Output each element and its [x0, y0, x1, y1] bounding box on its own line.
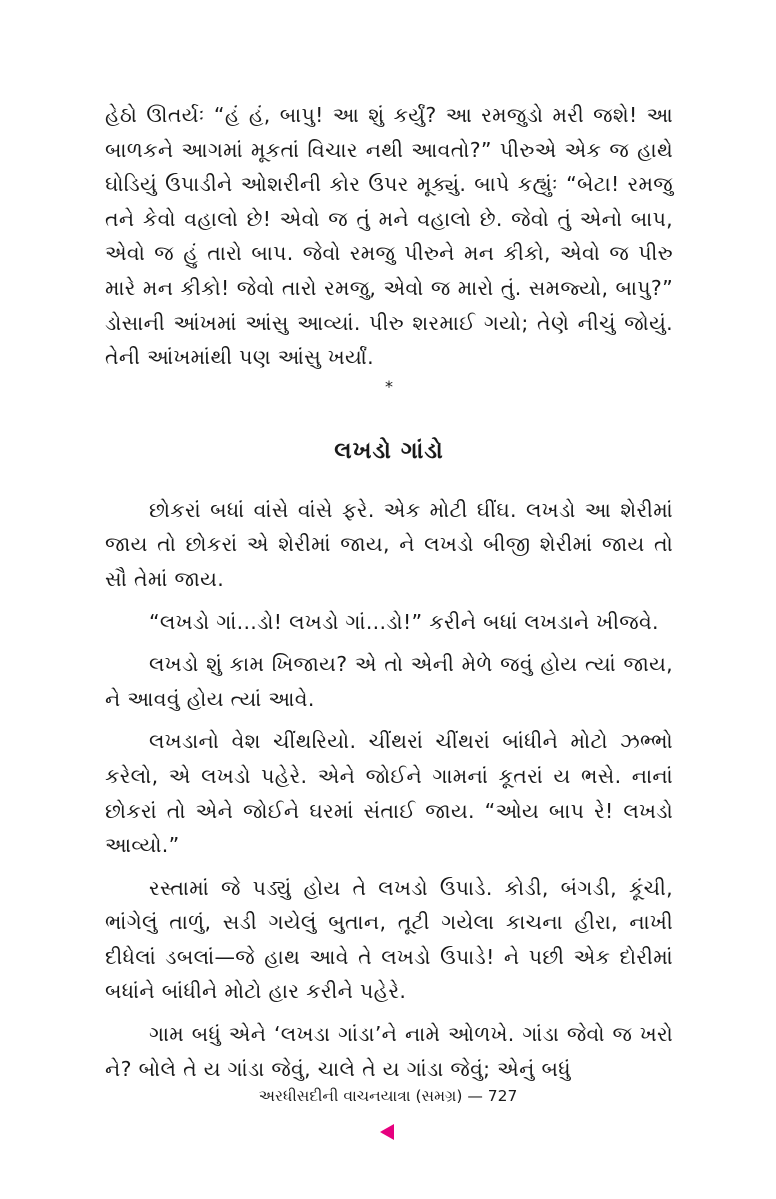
paragraph: લખડો શું કામ ખિજાય? એ તો એની મેળે જવું હોય ત્યાં જાય, ને આવવું હોય ત્યાં આવે.: [105, 652, 673, 711]
paragraph: રસ્તામાં જે પડ્યું હોય તે લખડો ઉપાડે. કોડી, બંગડી, કૂંચી, ભાંગેલું તાળું, સડી ગયેલું બુતાન, તૂટી ગયેલા કાચના હીરા, નાખી દીધેલાં ડબલાં—જે હાથ આવે તે લખડો ઉપાડે! ને પછી એક દોરીમાં બધાંને બાંધીને મોટો હાર કરીને પહેરે.: [105, 875, 673, 1004]
page-body: [105, 98, 673, 1086]
section-heading: લખડો ગાંડો: [334, 437, 444, 464]
paragraph: ગામ બધું એને ‘લખડા ગાંડા’ને નામે ઓળખે. ગાંડા જેવો જ ખરો ને? બોલે તે ય ગાંડા જેવું, ચાલે તે ય ગાંડા જેવું; એનું બધું: [105, 1022, 673, 1081]
paragraph-continuation: હેઠો ઊતર્યઃ “હં હં, બાપુ! આ શું કર્યું? આ રમજુડો મરી જશે! આ બાળકને આગમાં મૂકતાં વિચાર નથી આવતો?” પીરુએ એક જ હાથે ઘોડિયું ઉપાડીને ઓશરીની કોર ઉપર મૂક્યું. બાપે કહ્યુંઃ “બેટા! રમજુ તને કેવો વહાલો છે! એવો જ તું મને વહાલો છે. જેવો તું એનો બાપ, એવો જ હું તારો બાપ. જેવો રમજુ પીરુને મન કીકો, એવો જ પીરુ મારે મન કીકો! જેવો તારો રમજુ, એવો જ મારો તું. સમજ્યો, બાપુ?” ડોસાની આંખમાં આંસુ આવ્યાં. પીરુ શરમાઈ ગયો; તેણે નીચું જોયું. તેની આંખમાંથી પણ આંસુ ખર્યાં.: [105, 103, 673, 370]
page-footer: અરધીસદીની વાચનયાત્રા (સમગ્ર) — 727: [258, 1087, 518, 1105]
section-separator: *: [385, 376, 393, 396]
paragraph: “લખડો ગાં...ડો! લખડો ગાં...ડો!” કરીને બધાં લખડાને ખીજવે.: [149, 609, 659, 634]
previous-page-arrow-icon[interactable]: [380, 1124, 394, 1140]
paragraph: લખડાનો વેશ ચીંથરિયો. ચીંથરાં ચીંથરાં બાંધીને મોટો ઝભ્ભો કરેલો, એ લખડો પહેરે. એને જોઈને ગામનાં કૂતરાં ય ભસે. નાનાં છોકરાં તો એને જોઈને ઘરમાં સંતાઈ જાય. “ઓય બાપ રે! લખડો આવ્યો.”: [105, 729, 673, 858]
paragraph: છોકરાં બધાં વાંસે વાંસે ફરે. એક મોટી ઘીંઘ. લખડો આ શેરીમાં જાય તો છોકરાં એ શેરીમાં જાય, ને લખડો બીજી શેરીમાં જાય તો સૌ તેમાં જાય.: [105, 497, 673, 591]
